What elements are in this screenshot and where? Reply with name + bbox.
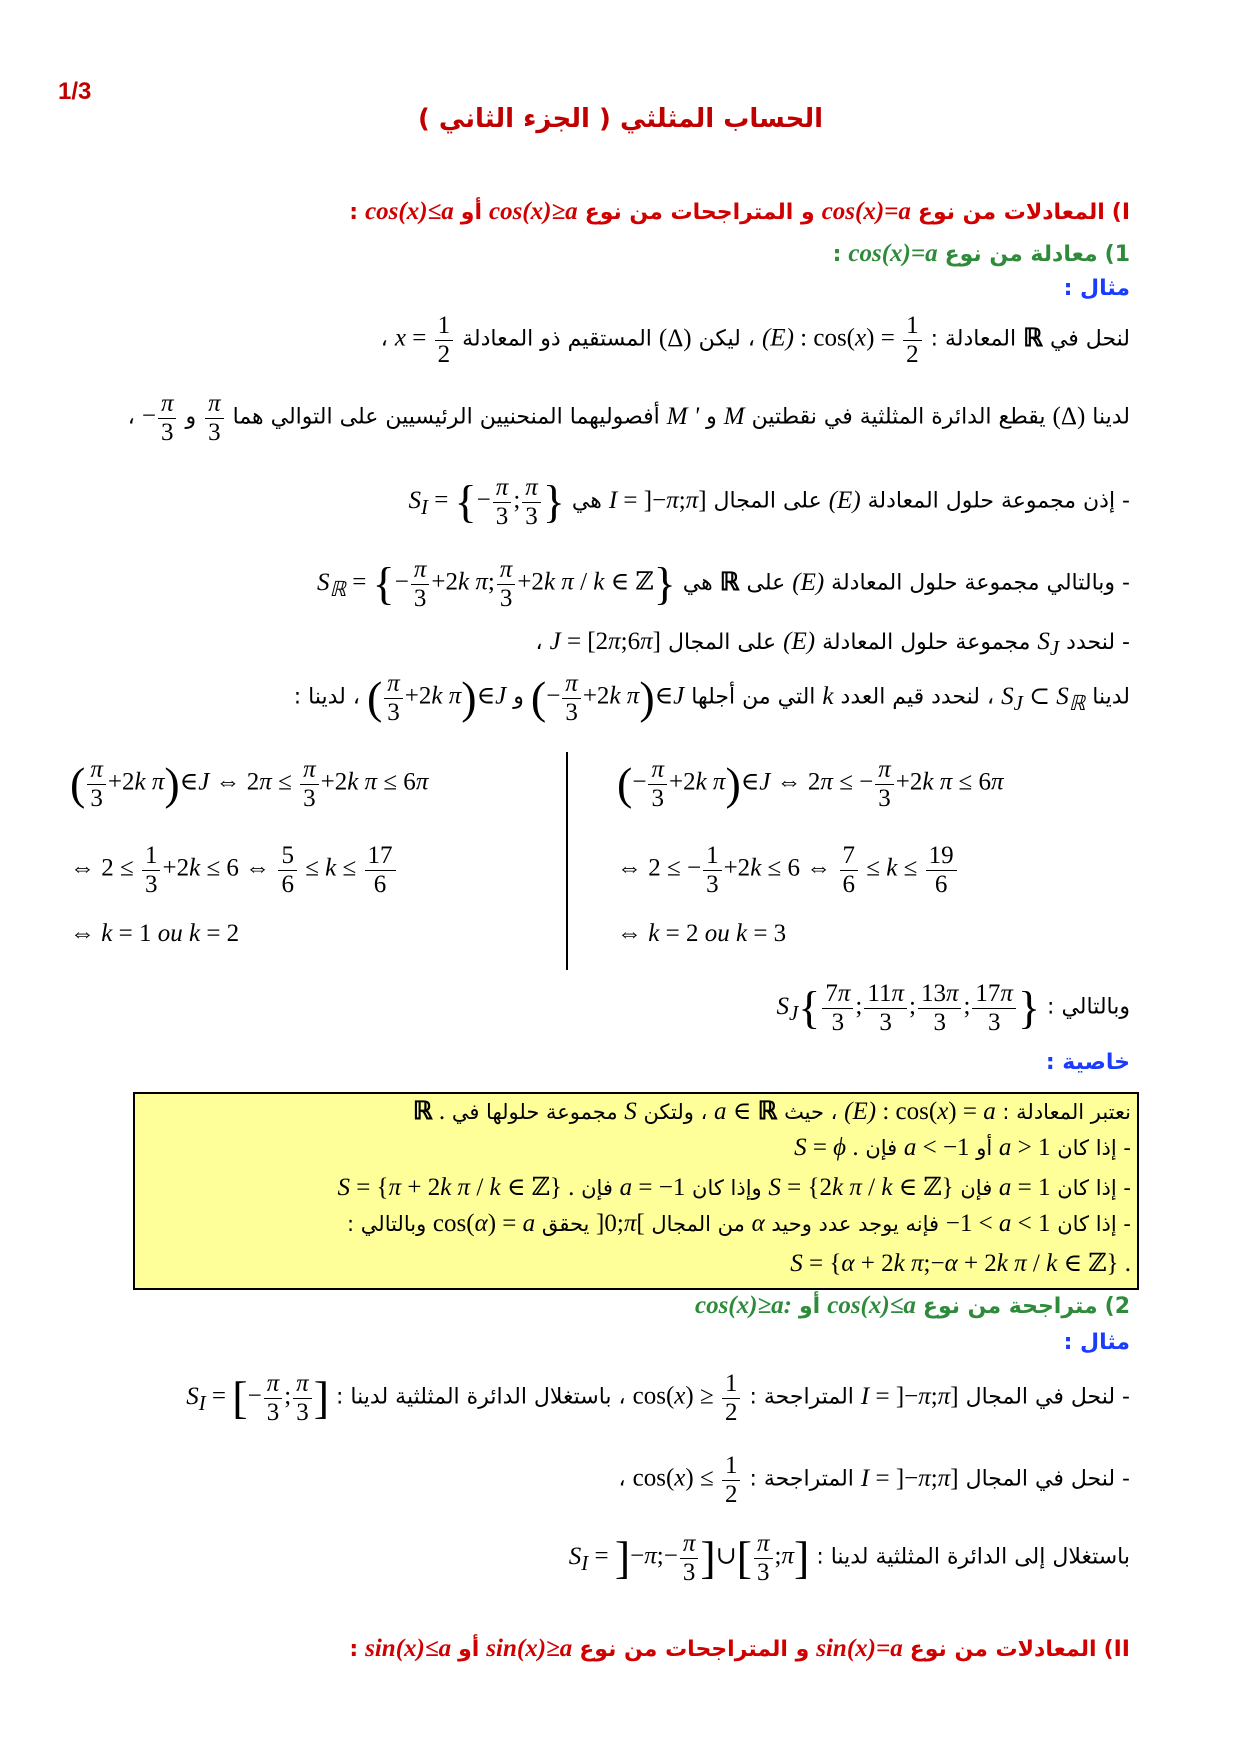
section-2-heading: II) المعادلات من نوع sin(x)=a و المتراجحات من نوع sin(x)≥a أو sin(x)≤a : bbox=[349, 1635, 1130, 1662]
example-label: مثال : bbox=[1063, 276, 1130, 301]
derivation-left-1: ( $\frac{\pi}{3}$ +2k π)∈J ⇔ 2π ≤ $\frac{\pi}{3}$ +2k π ≤ 6π bbox=[70, 756, 429, 812]
result-sj: وبالتالي : $S_J${ $\frac{7\pi}{3}$ ; $\frac{11\pi}{3}$ ; $\frac{13\pi}{3}$ ; $\frac{17\pi}{3}$ } bbox=[776, 980, 1130, 1036]
property-row-5: S = {α + 2k π;−α + 2k π / k ∈ ℤ} . bbox=[790, 1250, 1131, 1277]
section-numeral: I) bbox=[1111, 200, 1130, 225]
derivation-right-2: ⇔ 2 ≤ − $\frac{1}{3}$ +2k ≤ 6 ⇔ $\frac{7}{6}$ ≤ k ≤ $\frac{19}{6}$ bbox=[617, 842, 959, 898]
inequality-line-2: - لنحل في المجال I = ]−π;π] المتراجحة : cos(x) ≤ $\frac{1}{2}$ ، bbox=[618, 1452, 1130, 1508]
property-row-2: - إذا كان a > 1 أو a < −1 فإن S = ϕ . bbox=[794, 1134, 1131, 1161]
page-title: الحساب المثلثي ( الجزء الثاني ) bbox=[417, 104, 824, 134]
subsection-1-heading: 1) معادلة من نوع cos(x)=a : bbox=[832, 240, 1130, 267]
property-row-1: نعتبر المعادلة : (E) : cos(x) = a ، حيث a ∈ ℝ ، ولتكن S مجموعة حلولها في ℝ . bbox=[412, 1098, 1131, 1125]
derivation-right-1: (− $\frac{\pi}{3}$ +2k π)∈J ⇔ 2π ≤ − $\frac{\pi}{3}$ +2k π ≤ 6π bbox=[617, 756, 1004, 812]
derivation-left-2: ⇔ 2 ≤ $\frac{1}{3}$ +2k ≤ 6 ⇔ $\frac{5}{6}$ ≤ k ≤ $\frac{17}{6}$ bbox=[70, 842, 398, 898]
example-line-6: لدينا $S_J$ ⊂ $S_ℝ$ ، لنحدد قيم العدد k التي من أجلها (− $\frac{\pi}{3}$ +2k π)∈J و ( $\frac{\pi}{3}$ +2k π)∈J ، لدينا : bbox=[293, 670, 1130, 726]
example-line-5: - لنحدد $S_J$ مجموعة حلول المعادلة (E) على المجال J = [2π;6π] ، bbox=[535, 628, 1130, 660]
example-line-1: لنحل في ℝ المعادلة : (E) : cos(x) = $\frac{1}{2}$ ، ليكن (Δ) المستقيم ذو المعادلة x = $\frac{1}{2}$ ، bbox=[380, 312, 1130, 368]
inequality-line-3: باستغلال إلى الدائرة المثلثية لدينا : $S_I$ = ]−π;− $\frac{\pi}{3}$ ]∪[ $\frac{\pi}{3}$ ;π] bbox=[568, 1530, 1130, 1586]
inequality-line-1: - لنحل في المجال I = ]−π;π] المتراجحة : cos(x) ≥ $\frac{1}{2}$ ، باستغلال الدائرة المثلثية لدينا : $S_I$ = [− $\frac{\pi}{3}$ ; $\frac{\pi}{3}$ ] bbox=[186, 1370, 1130, 1426]
example-line-3: - إذن مجموعة حلول المعادلة (E) على المجال I = ]−π;π] هي $S_I$ = {− $\frac{\pi}{3}$ ; $\frac{\pi}{3}$ } bbox=[408, 474, 1130, 530]
column-divider bbox=[566, 752, 568, 970]
section-1-heading: I) المعادلات من نوع cos(x)=a و المتراجحات من نوع cos(x)≥a أو cos(x)≤a : bbox=[349, 198, 1130, 225]
example-line-4: - وبالتالي مجموعة حلول المعادلة (E) على ℝ هي $S_ℝ$ = {− $\frac{\pi}{3}$ +2k π; $\frac{\pi}{3}$ +2k π / k ∈ ℤ} bbox=[317, 556, 1130, 612]
subsection-2-heading: 2) متراجحة من نوع cos(x)≤a أو cos(x)≥a: bbox=[694, 1292, 1130, 1319]
example-2-label: مثال : bbox=[1063, 1330, 1130, 1355]
derivation-right-3: ⇔ k = 2 ou k = 3 bbox=[617, 920, 787, 947]
property-box bbox=[133, 1092, 1139, 1290]
page-number: 1/3 bbox=[58, 78, 92, 105]
example-line-2: لدينا (Δ) يقطع الدائرة المثلثية في نقطتين M و M ' أفصوليهما المنحنيين الرئيسيين على التوالي هما $\frac{\pi}{3}$ و − $\frac{\pi}{3}$ ، bbox=[127, 390, 1130, 446]
property-row-4: - إذا كان −1 < a < 1 فإنه يوجد عدد وحيد α من المجال ]0;π[ يحقق cos(α) = a وبالتالي : bbox=[347, 1210, 1131, 1237]
derivation-left-3: ⇔ k = 1 ou k = 2 bbox=[70, 920, 240, 947]
property-row-3: - إذا كان a = 1 فإن S = {2k π / k ∈ ℤ} وإذا كان a = −1 فإن S = {π + 2k π / k ∈ ℤ} . bbox=[337, 1174, 1131, 1201]
property-label: خاصية : bbox=[1045, 1050, 1130, 1075]
